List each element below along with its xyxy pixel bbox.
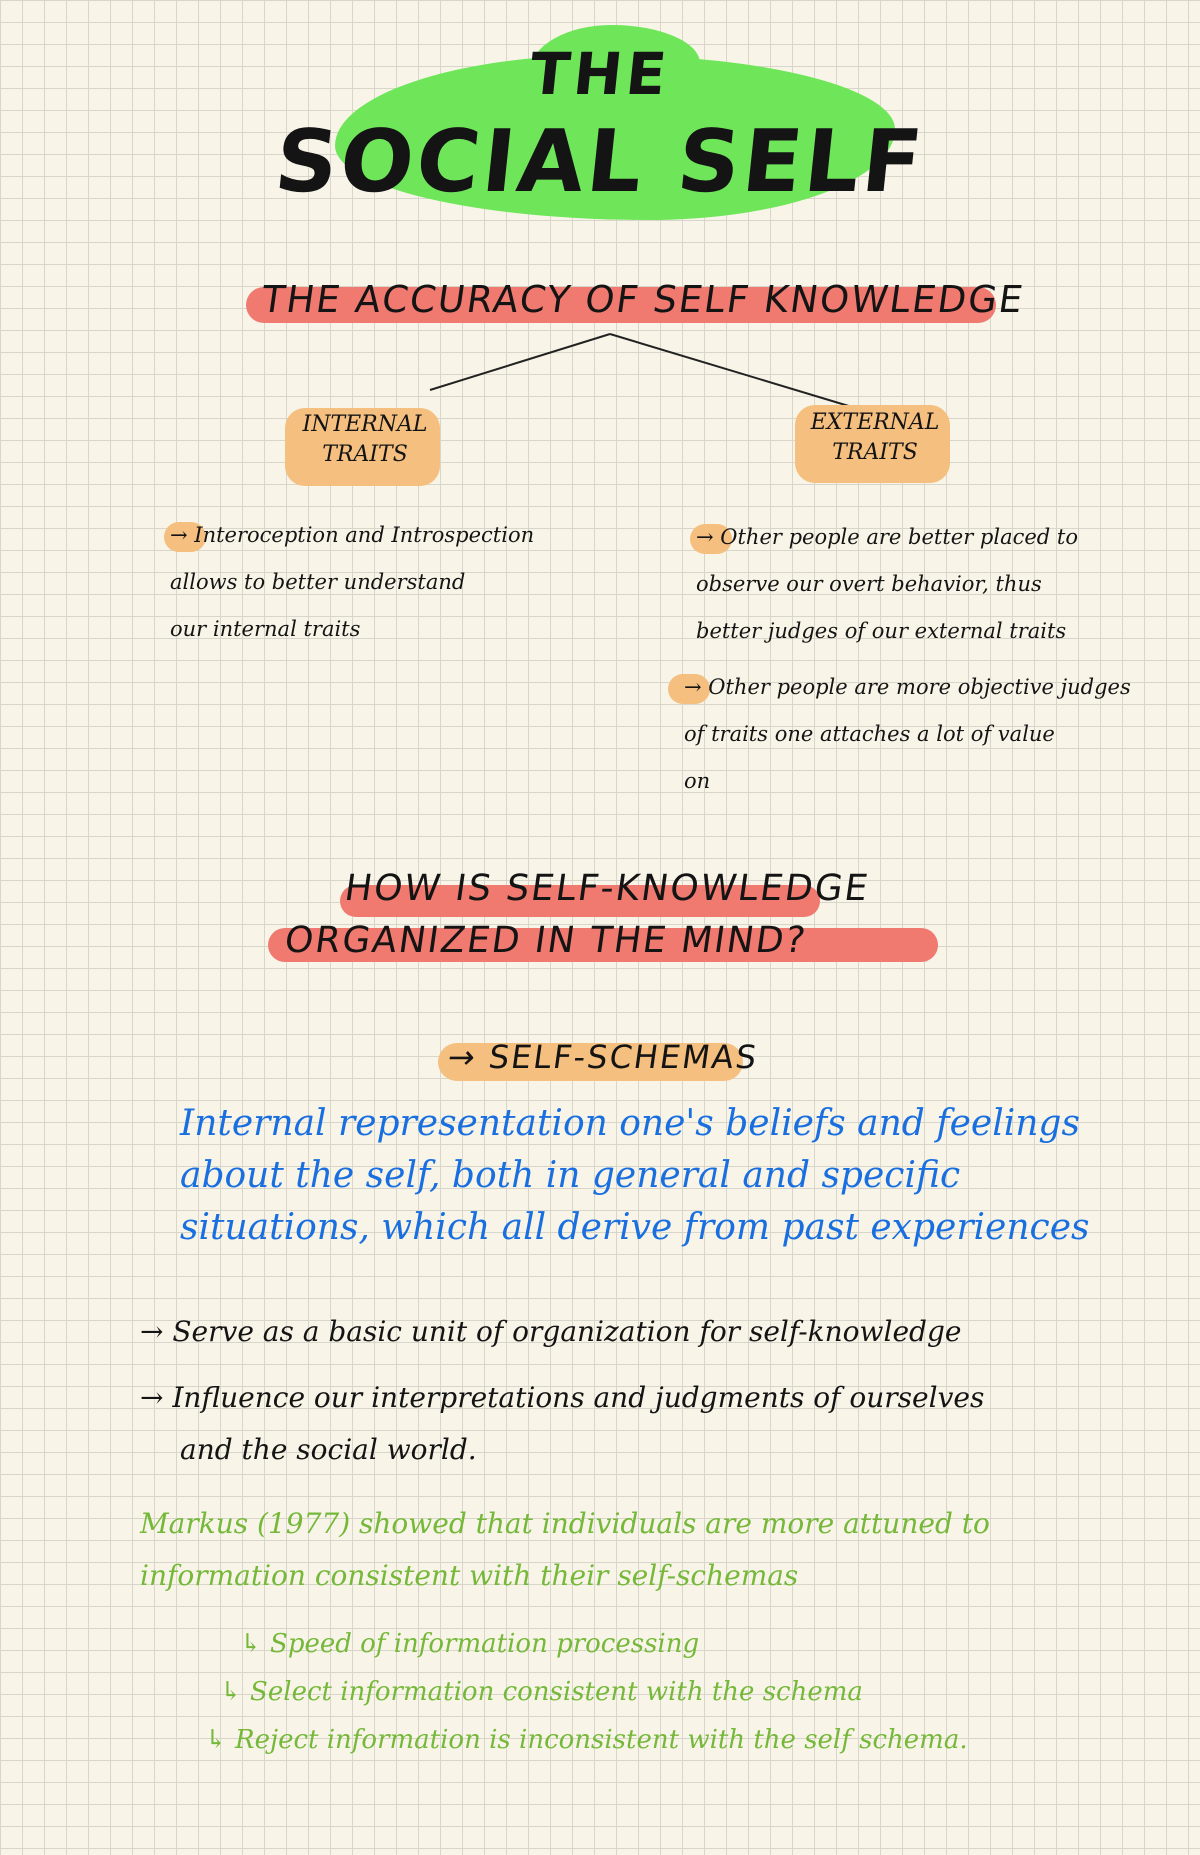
section-heading-organized-line2: ORGANIZED IN THE MIND? [282,920,810,961]
external-note-line: → Other people are better placed to [696,525,1078,549]
page-title: SOCIAL SELF [270,112,930,212]
external-traits-line1: EXTERNAL [810,410,940,435]
external-notes [696,514,1136,655]
external-note-line: better judges of our external traits [696,619,1067,643]
external-notes-2 [684,664,1154,805]
study-line: Markus (1977) showed that individuals are more attuned to [140,1507,990,1540]
schema-function-bullets [140,1306,1180,1476]
markus-study [140,1498,1180,1602]
internal-note-line: allows to better understand [170,570,466,594]
bullet-line: and the social world. [180,1433,477,1466]
bullet-line: → Influence our interpretations and judgments of ourselves [140,1381,985,1414]
internal-traits-label [285,410,445,470]
internal-traits-line1: INTERNAL [302,412,428,437]
external-note2-line: → Other people are more objective judges [684,675,1131,699]
study-point: ↳ Reject information is inconsistent with the self schema. [205,1725,968,1755]
internal-notes [170,512,590,653]
section-heading-accuracy: THE ACCURACY OF SELF KNOWLEDGE [258,278,1028,321]
study-point: ↳ Select information consistent with the schema [220,1677,863,1707]
tree-lines [0,0,1200,440]
external-note-line: observe our overt behavior, thus [696,572,1042,596]
internal-note-line: our internal traits [170,617,361,641]
external-traits-label [795,408,955,468]
study-points [205,1620,1175,1764]
internal-note-line: → Interoception and Introspection [170,523,535,547]
study-line: information consistent with their self-schemas [140,1559,799,1592]
title-line1: THE [526,40,674,108]
bullet-line: → Serve as a basic unit of organization for self-knowledge [140,1315,962,1348]
external-note2-line: of traits one attaches a lot of value [684,722,1055,746]
internal-traits-line2: TRAITS [322,442,408,467]
definition-line: Internal representation one's beliefs and feelings [180,1103,1080,1144]
self-schemas-label: → SELF-SCHEMAS [445,1038,761,1076]
external-traits-line2: TRAITS [832,440,918,465]
definition-line: about the self, both in general and specific [180,1155,961,1196]
section-heading-organized-line1: HOW IS SELF-KNOWLEDGE [342,868,873,909]
external-note2-line: on [684,769,711,793]
study-point: ↳ Speed of information processing [240,1629,700,1659]
self-schema-definition [180,1098,1180,1254]
definition-line: situations, which all derive from past experiences [180,1207,1090,1248]
